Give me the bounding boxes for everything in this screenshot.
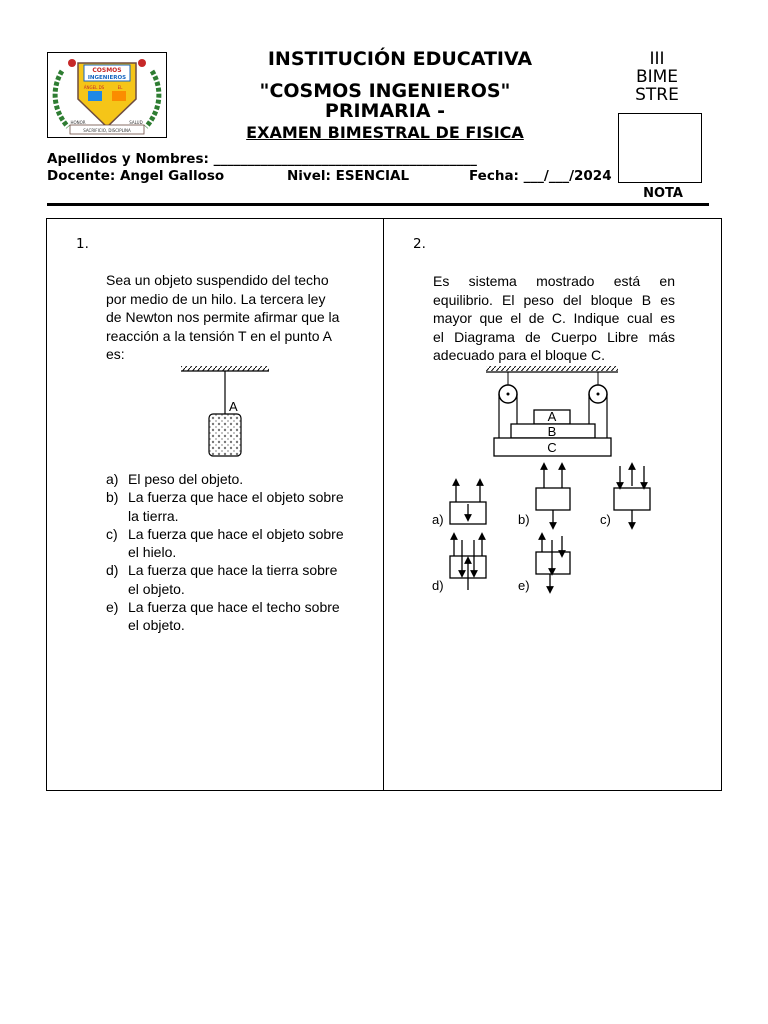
level-title: PRIMARIA - (324, 100, 446, 122)
ceiling-hatch (181, 366, 269, 371)
fbd-option-d[interactable] (450, 536, 486, 590)
option-letter: c) (106, 525, 118, 542)
option-letter: b) (106, 489, 119, 506)
school-logo (47, 52, 167, 138)
fbd-label-e: e) (518, 578, 530, 593)
q1-option-a[interactable] (106, 470, 356, 488)
logo-right-text: EL (117, 85, 123, 90)
q2-number: 2. (413, 236, 426, 252)
option-letter: a) (106, 471, 119, 487)
q1-option-b[interactable] (106, 488, 356, 525)
fbd-label-c: c) (600, 512, 611, 527)
grade-box[interactable] (618, 113, 702, 183)
block-c-label: C (547, 440, 557, 455)
q1-text (106, 271, 356, 364)
option-text: El peso del objeto. (128, 471, 244, 487)
fbd-option-e[interactable] (536, 536, 570, 590)
fbd-option-c[interactable] (614, 466, 650, 526)
logo-top-text: COSMOS (92, 67, 122, 74)
column-divider (383, 218, 384, 791)
grade-label: NOTA (643, 186, 683, 201)
bimestre-line-3: STRE (635, 85, 679, 105)
bimestre-label (624, 50, 690, 112)
teacher-label: Docente: Angel Galloso (47, 168, 225, 184)
bimestre-line-1: III (649, 50, 665, 69)
fbd-label-b: b) (518, 512, 530, 527)
level-label: Nivel: ESENCIAL (287, 168, 410, 184)
hanging-object (209, 414, 241, 456)
block-b-label: B (547, 424, 557, 439)
q1-text-line: reacción a la tensión T en el punto A (106, 327, 332, 344)
option-text: el objeto. (128, 617, 185, 634)
q2-text-line: el Diagrama de Cuerpo Libre más (433, 328, 675, 345)
bimestre-line-2: BIME (635, 67, 679, 87)
ceiling-hatch (486, 366, 618, 371)
option-text: el hielo. (128, 544, 177, 561)
fbd-label-d: d) (432, 578, 444, 593)
logo-bottom-right: SALUD (129, 120, 143, 125)
q1-text-line: por medio de un hilo. La tercera ley (106, 290, 326, 307)
q1-number: 1. (76, 236, 89, 252)
names-field[interactable]: _______________________________________ (213, 151, 477, 167)
option-text: La fuerza que hace el objeto sobre (128, 525, 344, 542)
option-letter: e) (106, 599, 119, 616)
fbd-option-a[interactable] (450, 482, 486, 524)
fbd-option-b[interactable] (536, 466, 570, 526)
logo-sub-text: INGENIEROS (87, 75, 127, 81)
block-a-label: A (547, 409, 557, 424)
q1-options (106, 470, 356, 635)
q1-text-line: Sea un objeto suspendido del techo (106, 272, 329, 288)
q1-option-d[interactable] (106, 561, 356, 598)
date-field[interactable]: Fecha: ___/___/2024 (469, 168, 612, 184)
q1-option-e[interactable] (106, 598, 356, 635)
point-a-label: A (229, 399, 238, 414)
institution-title: INSTITUCIÓN EDUCATIVA (267, 48, 533, 70)
option-text: el objeto. (128, 580, 185, 597)
school-name: "COSMOS INGENIEROS" (259, 80, 511, 102)
option-text: La fuerza que hace el objeto sobre (128, 489, 344, 506)
q2-text (433, 272, 675, 365)
option-letter: d) (106, 562, 119, 579)
q2-text-line: Es sistema mostrado está en (433, 273, 675, 289)
q1-option-c[interactable] (106, 525, 356, 562)
q2-free-body-options (428, 460, 668, 596)
q1-text-line: de Newton nos permite afirmar que la (106, 309, 340, 325)
q1-text-line: es: (106, 346, 125, 362)
exam-title: EXAMEN BIMESTRAL DE FISICA (246, 123, 524, 142)
school-crest-icon (48, 53, 166, 137)
names-label: Apellidos y Nombres: (47, 151, 209, 167)
q2-pulley-system-diagram (484, 362, 620, 462)
student-names-row (47, 151, 477, 167)
logo-left-text: ÁNGEL DS (83, 85, 105, 90)
logo-footer: SACRIFICIO, DISCIPLINA (83, 128, 131, 133)
q2-text-line: equilibrio. El peso del bloque B es (433, 291, 675, 308)
logo-bottom-left: HONOR (70, 120, 86, 125)
fbd-label-a: a) (432, 512, 444, 527)
q2-text-line: mayor que el de C. Indique cual es (433, 310, 675, 326)
header-divider (47, 203, 709, 206)
q2-text-line: adecuado para el bloque C. (433, 347, 606, 363)
option-text: la tierra. (128, 507, 179, 524)
option-text: La fuerza que hace la tierra sobre (128, 562, 338, 579)
option-text: La fuerza que hace el techo sobre (128, 599, 340, 616)
q1-hanging-object-diagram (175, 362, 275, 462)
